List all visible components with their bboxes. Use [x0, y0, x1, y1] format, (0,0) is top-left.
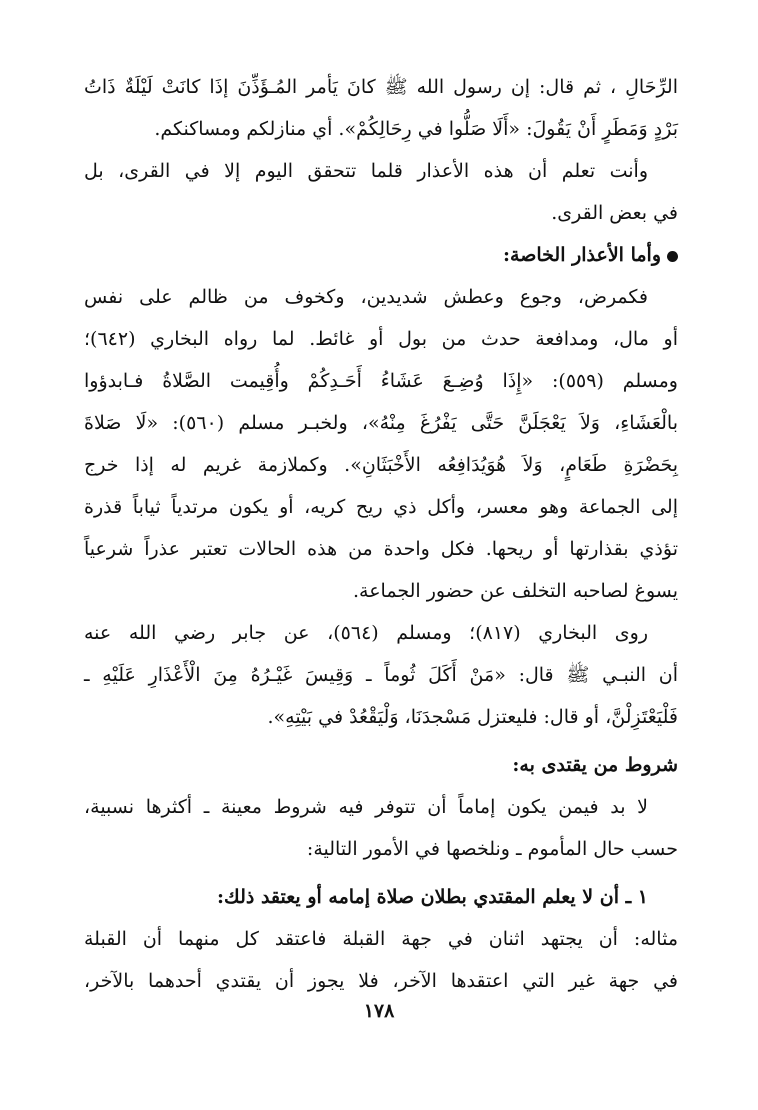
- text-line: بَرْدٍ وَمَطَرٍ أَنْ يَقُولَ: «أَلَا صَلُّوا في رِحَالِكُمْ». أي منازلكم ومساكنكم.: [154, 118, 678, 140]
- text-line: الرِّحَالِ ، ثم قال: إن رسول الله ﷺ كانَ يَأمر المُـؤَذِّنَ إذَا كانَتْ لَيْلَةٌ ذَاتُ: [84, 76, 678, 98]
- text-line: حسب حال المأموم ـ ونلخصها في الأمور التالية:: [306, 838, 678, 860]
- text-line: بالْعَشَاءِ، وَلاَ يَعْجَلَنَّ حَتَّى يَفْرُغَ مِنْهُ»، ولخبـر مسلم (٥٦٠): «لَا صَلاةَ: [84, 412, 679, 434]
- section-heading: [84, 234, 678, 276]
- subsection-heading: ١ ـ أن لا يعلم المقتدي بطلان صلاة إمامه أو يعتقد ذلك:: [217, 886, 648, 908]
- text-line: فكمرض، وجوع وعطش شديدين، وكخوف من ظالم على نفس: [84, 286, 648, 308]
- text-line: يسوغ لصاحبه التخلف عن حضور الجماعة.: [352, 580, 678, 602]
- text-line: في جهة غير التي اعتقدها الآخر، فلا يجوز أن يقتدي أحدهما بالآخر،: [84, 970, 678, 992]
- bullet-icon: [667, 251, 678, 262]
- text-line: روى البخاري (٨١٧)؛ ومسلم (٥٦٤)، عن جابر رضي الله عنه: [84, 622, 648, 644]
- text-line: أن النبـي ﷺ قال: «مَنْ أَكَلَ ثُوماً ـ وَقِيسَ غَيْـرُهُ مِنَ الْأَعْذَارِ عَلَيْهِ ـ: [84, 664, 678, 686]
- text-line: بِحَضْرَةِ طَعَامٍ، وَلاَ هُوَيُدَافِعُه الأَخْبَثَانِ». وكملازمة غريم له إذا خرج: [84, 454, 678, 476]
- text-line: أو مال، ومدافعة حدث من بول أو غائط. لما رواه البخاري (٦٤٢)؛: [84, 328, 678, 350]
- text-line: في بعض القرى.: [551, 202, 678, 224]
- text-line: تؤذي بقذارتها أو ريحها. فكل واحدة من هذه الحالات تعتبر عذراً شرعياً: [84, 538, 678, 560]
- text-line: فَلْيَعْتَزِلْنَّ، أو قال: فليعتزل مَسْجدَنَا، وَلْيَقْعُدْ في بَيْتِهِ».: [267, 706, 678, 728]
- text-line: ومسلم (٥٥٩): «إِذَا وُضِـعَ عَشَاءُ أَحَـدِكُمْ وأُقِيمت الصَّلاةُ فـابدؤوا: [84, 370, 678, 392]
- page-body: [84, 66, 678, 1002]
- section-heading-text: وأما الأعذار الخاصة:: [503, 244, 661, 266]
- text-line: مثاله: أن يجتهد اثنان في جهة القبلة فاعتقد كل منهما أن القبلة: [84, 928, 678, 950]
- text-line: وأنت تعلم أن هذه الأعذار قلما تتحقق اليوم إلا في القرى، بل: [84, 160, 648, 182]
- text-line: لا بد فيمن يكون إماماً أن تتوفر فيه شروط معينة ـ أكثرها نسبية،: [84, 796, 648, 818]
- text-line: إلى الجماعة وهو معسر، وأكل ذي ريح كريه، أو يكون مرتدياً ثياباً قذرة: [84, 496, 678, 518]
- page-number: ١٧٨: [363, 1000, 395, 1022]
- section-heading: شروط من يقتدى به:: [512, 754, 678, 776]
